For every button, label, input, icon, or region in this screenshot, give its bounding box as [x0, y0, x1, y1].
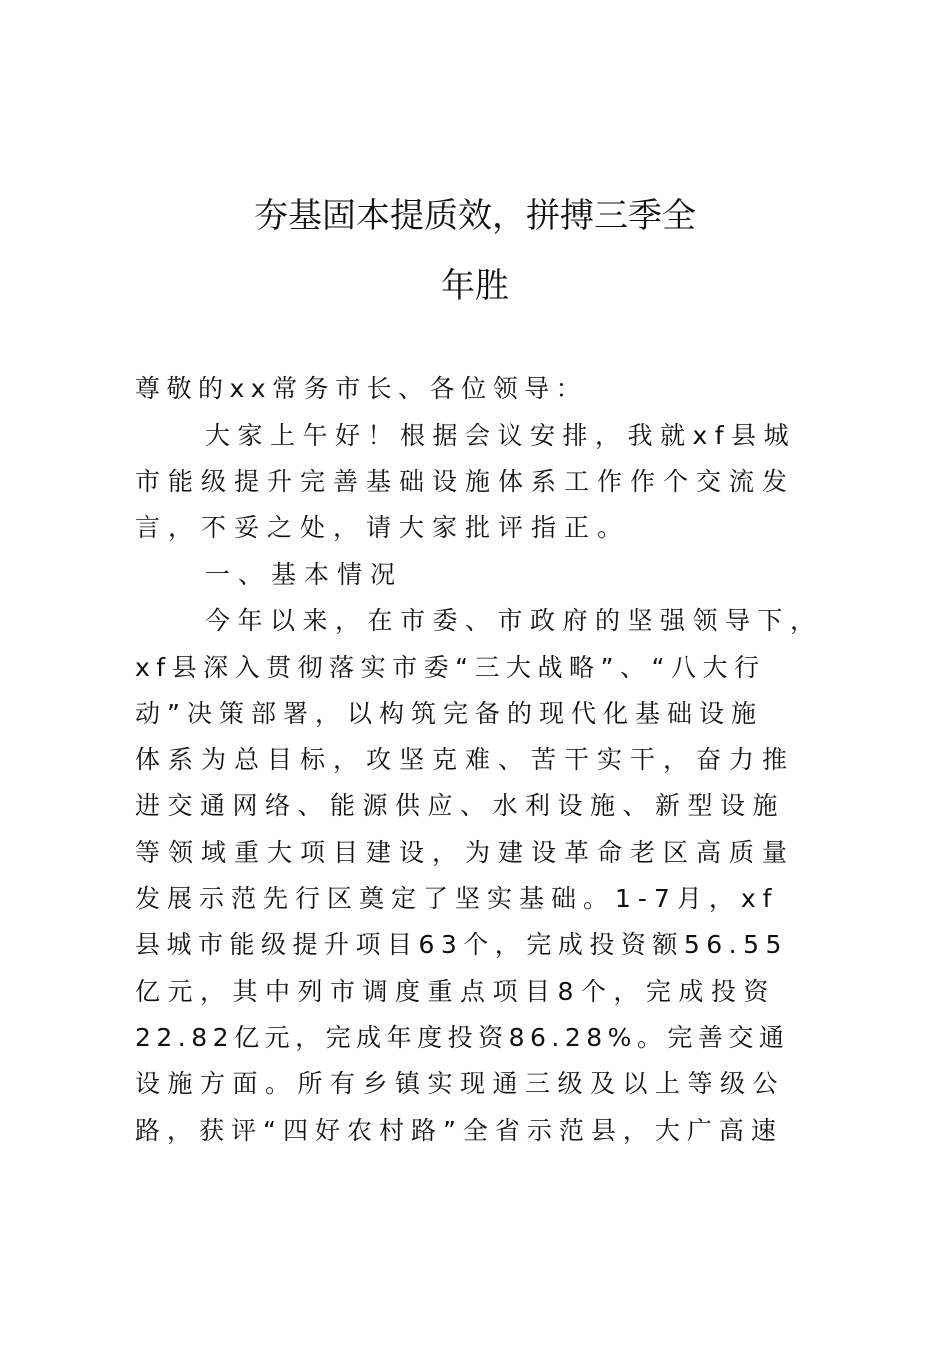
paragraph-line: 大家上午好！根据会议安排，我就xf县城 [205, 421, 797, 450]
paragraph-line: 县城市能级提升项目63个，完成投资额56.55 [135, 930, 788, 959]
paragraph-line: 市能级提升完善基础设施体系工作作个交流发 [135, 467, 796, 496]
paragraph-line: 动”决策部署，以构筑完备的现代化基础设施 [135, 699, 763, 728]
paragraph-line: 22.82亿元，完成年度投资86.28%。完善交通 [135, 1023, 790, 1052]
paragraph-line: xf县深入贯彻落实市委“三大战略”、“八大行 [135, 653, 766, 682]
paragraph-line: 设施方面。所有乡镇实现通三级及以上等级公 [135, 1069, 786, 1098]
document-title-line-2: 年胜 [441, 266, 509, 306]
document-title-line-1: 夯基固本提质效，拼搏三季全 [254, 196, 696, 236]
paragraph-line: 发展示范先行区奠定了坚实基础。1-7月，xf [135, 884, 779, 913]
paragraph-line: 体系为总目标，攻坚克难、苦干实干，奋力推 [135, 745, 796, 774]
paragraph-line: 言，不妥之处，请大家批评指正。 [135, 513, 631, 542]
section-heading: 一、基本情况 [205, 560, 404, 589]
paragraph-line: 今年以来，在市委、市政府的坚强领导下， [205, 606, 823, 635]
paragraph-line: 进交通网络、能源供应、水利设施、新型设施 [135, 791, 786, 820]
paragraph-line: 路，获评“四好农村路”全省示范县，大广高速 [135, 1116, 783, 1145]
paragraph-line: 亿元，其中列市调度重点项目8个，完成投资 [135, 977, 776, 1006]
paragraph-line: 等领域重大项目建设，为建设革命老区高质量 [135, 838, 796, 867]
salutation: 尊敬的xx常务市长、各位领导： [135, 374, 588, 403]
